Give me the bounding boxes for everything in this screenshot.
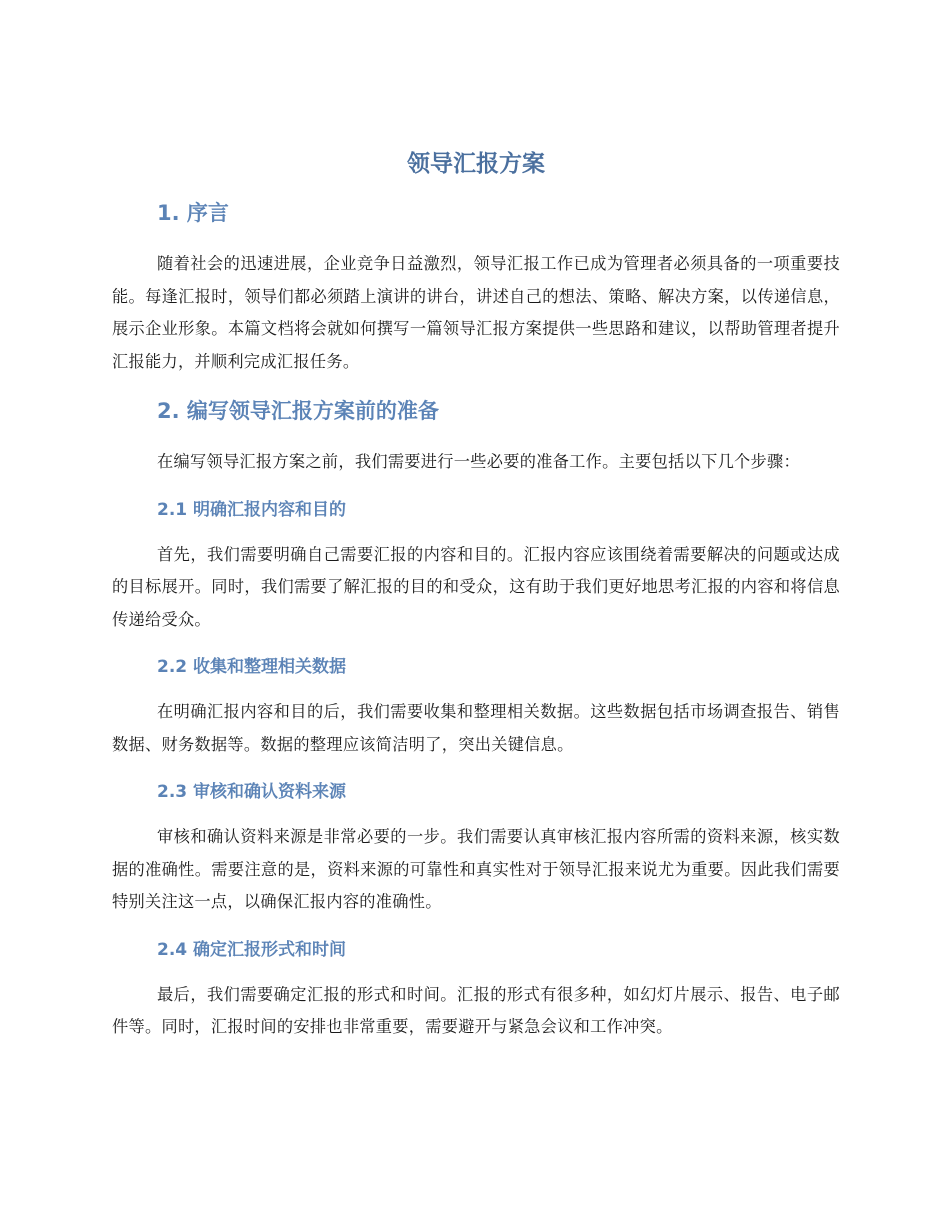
subsection-heading-format-time: 2.4 确定汇报形式和时间 xyxy=(157,939,347,960)
subsection-heading-content-purpose: 2.1 明确汇报内容和目的 xyxy=(157,499,347,520)
content-purpose-paragraph: 首先，我们需要明确自己需要汇报的内容和目的。汇报内容应该围绕着需要解决的问题或达成的目标展开。同时，我们需要了解汇报的目的和受众，这有助于我们更好地思考汇报的内容和将信息传递给受众。 xyxy=(112,544,840,629)
subsection-heading-verify-sources: 2.3 审核和确认资料来源 xyxy=(157,782,347,802)
document-page xyxy=(112,148,840,1044)
page-title: 领导汇报方案 xyxy=(407,151,545,177)
section-heading-preface: 1. 序言 xyxy=(157,201,229,225)
preparation-paragraph: 在编写领导汇报方案之前，我们需要进行一些必要的准备工作。主要包括以下几个步骤： xyxy=(157,452,801,471)
section-heading-preparation: 2. 编写领导汇报方案前的准备 xyxy=(157,399,439,423)
collect-data-paragraph: 在明确汇报内容和目的后，我们需要收集和整理相关数据。这些数据包括市场调查报告、销售数据、财务数据等。数据的整理应该简洁明了，突出关键信息。 xyxy=(112,702,840,754)
format-time-paragraph: 最后，我们需要确定汇报的形式和时间。汇报的形式有很多种，如幻灯片展示、报告、电子邮件等。同时，汇报时间的安排也非常重要，需要避开与紧急会议和工作冲突。 xyxy=(112,984,840,1036)
preface-paragraph: 随着社会的迅速进展，企业竞争日益激烈，领导汇报工作已成为管理者必须具备的一项重要技能。每逢汇报时，领导们都必须踏上演讲的讲台，讲述自己的想法、策略、解决方案，以传递信息，展示企业形象。本篇文档将会就如何撰写一篇领导汇报方案提供一些思路和建议，以帮助管理者提升汇报能力，并顺利完成汇报任务。 xyxy=(112,254,840,371)
subsection-heading-collect-data: 2.2 收集和整理相关数据 xyxy=(157,657,347,677)
verify-sources-paragraph: 审核和确认资料来源是非常必要的一步。我们需要认真审核汇报内容所需的资料来源，核实数据的准确性。需要注意的是，资料来源的可靠性和真实性对于领导汇报来说尤为重要。因此我们需要特别关注这一点，以确保汇报内容的准确性。 xyxy=(112,827,840,911)
